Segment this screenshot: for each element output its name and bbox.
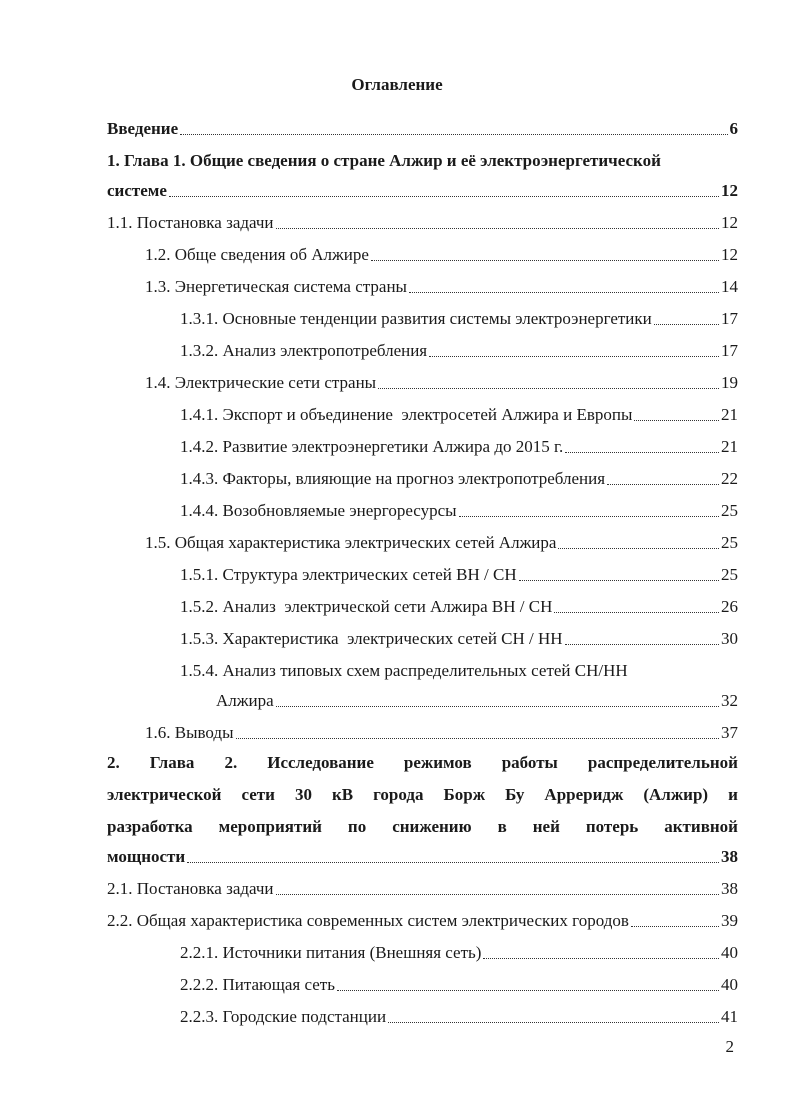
toc-entry-page: 25 [721,501,738,520]
chapter-2-word: сети [241,785,275,804]
dot-leader [187,859,719,863]
toc-entry-2-2[interactable] [107,910,738,932]
toc-entry-label: 1.4.3. Факторы, влияющие на прогноз электропотребления [180,469,606,488]
dot-leader [483,955,719,959]
toc-entry-label: 1.4.4. Возобновляемые энергоресурсы [180,501,457,520]
toc-entry-label: 1.4.1. Экспорт и объединение электросетей Алжира и Европы [180,405,633,424]
toc-entry-1-5-3[interactable] [180,628,738,650]
toc-entry-1-3-2[interactable] [180,340,738,362]
chapter-2-word: 2. [107,753,120,772]
dot-leader [169,193,719,197]
dot-leader [388,1019,719,1023]
dot-leader [631,923,719,927]
dot-leader [565,641,719,645]
chapter-2-word: города [373,785,424,804]
dot-leader [276,891,719,895]
toc-entry-label: 2.2.3. Городские подстанции [180,1007,387,1026]
toc-entry-page: 21 [721,405,738,424]
chapter-2-word: разработка [107,817,193,836]
chapter-2-word: (Алжир) [643,785,709,804]
toc-entry-1-4-1[interactable] [180,404,738,426]
toc-entry-label: системе [107,181,167,200]
toc-entry-page: 26 [721,597,738,616]
chapter-2-word: Бу [505,785,525,804]
dot-leader [276,703,719,707]
toc-entry-label: 2.2. Общая характеристика современных систем электрических городов [107,911,629,930]
toc-entry-intro[interactable] [107,118,738,140]
dot-leader [409,289,719,293]
toc-entry-label: 2.2.2. Питающая сеть [180,975,335,994]
dot-leader [554,609,719,613]
toc-entry-page: 12 [721,213,738,232]
toc-entry-chapter-1[interactable] [107,180,738,202]
toc-entry-label: 1.1. Постановка задачи [107,213,274,232]
toc-entry-label: 1.3.1. Основные тенденции развития системы электроэнергетики [180,309,652,328]
toc-entry-page: 25 [721,533,738,552]
toc-entry-1-3-1[interactable] [180,308,738,330]
toc-entry-label: 1.5. Общая характеристика электрических сетей Алжира [145,533,557,552]
toc-entry-1-5-4-heading[interactable]: 1.5.4. Анализ типовых схем распределительных сетей СН/НН [180,661,628,680]
toc-entry-page: 40 [721,943,738,962]
toc-entry-label: мощности [107,847,186,866]
toc-entry-label: 1.4. Электрические сети страны [145,373,377,392]
toc-title: Оглавление [351,75,443,94]
toc-entry-1-3[interactable] [145,276,738,298]
toc-entry-label: 1.5.2. Анализ электрической сети Алжира ВН / СН [180,597,553,616]
dot-leader [180,131,727,135]
dot-leader [654,321,719,325]
chapter-2-word: активной [664,817,738,836]
dot-leader [429,353,719,357]
toc-entry-1-4-3[interactable] [180,468,738,490]
toc-entry-label: 1.6. Выводы [145,723,234,742]
toc-entry-label: Алжира [216,691,274,710]
chapter-2-word: ней [532,817,560,836]
toc-entry-page: 37 [721,723,738,742]
chapter-2-word: снижению [392,817,472,836]
dot-leader [634,417,719,421]
toc-entry-1-5-1[interactable] [180,564,738,586]
chapter-2-word: кВ [331,785,354,804]
toc-chapter-2-heading-line-2[interactable] [107,784,738,806]
dot-leader [276,225,719,229]
toc-entry-1-5-4[interactable] [216,690,738,712]
toc-entry-label: 2.1. Постановка задачи [107,879,274,898]
toc-entry-page: 14 [721,277,738,296]
chapter-2-word: 2. [224,753,238,772]
toc-entry-1-4-2[interactable] [180,436,738,458]
dot-leader [459,513,719,517]
toc-entry-page: 12 [721,245,738,264]
toc-entry-2-1[interactable] [107,878,738,900]
toc-chapter-2-heading-line-3[interactable] [107,816,738,838]
toc-entry-label: 1.3.2. Анализ электропотребления [180,341,428,360]
chapter-2-word: 30 [294,785,312,804]
page-number: 2 [725,1037,734,1056]
toc-entry-page: 40 [721,975,738,994]
toc-entry-page: 12 [721,181,738,200]
dot-leader [607,481,719,485]
toc-entry-1-5[interactable] [145,532,738,554]
dot-leader [236,735,719,739]
toc-entry-page: 21 [721,437,738,456]
chapter-2-word: Борж [443,785,486,804]
toc-entry-page: 38 [721,847,738,866]
toc-entry-label: 1.4.2. Развитие электроэнергетики Алжира до 2015 г. [180,437,564,456]
toc-entry-2-2-3[interactable] [180,1006,738,1028]
dot-leader [558,545,719,549]
toc-entry-1-4[interactable] [145,372,738,394]
toc-entry-label: 1.3. Энергетическая система страны [145,277,407,296]
toc-entry-page: 32 [721,691,738,710]
chapter-2-word: в [497,817,507,836]
toc-entry-label: 1.5.1. Структура электрических сетей ВН / СН [180,565,517,584]
toc-entry-page: 17 [721,309,738,328]
toc-entry-label: Введение [107,119,179,138]
toc-entry-1-1[interactable] [107,212,738,234]
toc-entry-page: 41 [721,1007,738,1026]
toc-entry-label: 1.2. Обще сведения об Алжире [145,245,369,264]
chapter-2-word: и [728,785,738,804]
chapter-2-word: работы [501,753,558,772]
toc-entry-label: 1.5.3. Характеристика электрических сетей СН / НН [180,629,563,648]
chapter-2-word: Исследование [267,753,374,772]
toc-entry-1-2[interactable] [145,244,738,266]
chapter-2-word: Арреридж [544,785,624,804]
toc-entry-label: 2.2.1. Источники питания (Внешняя сеть) [180,943,482,962]
chapter-2-word: режимов [403,753,472,772]
toc-entry-2-2-2[interactable] [180,974,738,996]
chapter-2-word: Глава [149,753,195,772]
toc-entry-page: 30 [721,629,738,648]
toc-entry-page: 25 [721,565,738,584]
toc-entry-page: 38 [721,879,738,898]
chapter-2-word: распределительной [587,753,738,772]
dot-leader [565,449,719,453]
chapter-2-word: электрической [107,785,222,804]
dot-leader [519,577,719,581]
toc-chapter-2-heading-line-1[interactable] [107,752,738,774]
chapter-2-word: потерь [585,817,639,836]
chapter-2-word: по [347,817,367,836]
toc-entry-1-6[interactable] [145,722,738,744]
toc-entry-1-4-4[interactable] [180,500,738,522]
chapter-2-word: мероприятий [218,817,322,836]
toc-entry-chapter-2[interactable] [107,846,738,868]
toc-entry-2-2-1[interactable] [180,942,738,964]
toc-entry-page: 22 [721,469,738,488]
toc-entry-page: 19 [721,373,738,392]
toc-entry-page: 39 [721,911,738,930]
toc-entry-page: 17 [721,341,738,360]
toc-entry-page: 6 [729,119,738,138]
toc-entry-1-5-2[interactable] [180,596,738,618]
dot-leader [371,257,719,261]
dot-leader [337,987,719,991]
dot-leader [378,385,719,389]
toc-chapter-1-heading[interactable]: 1. Глава 1. Общие сведения о стране Алжир и её электроэнергетической [107,151,661,170]
